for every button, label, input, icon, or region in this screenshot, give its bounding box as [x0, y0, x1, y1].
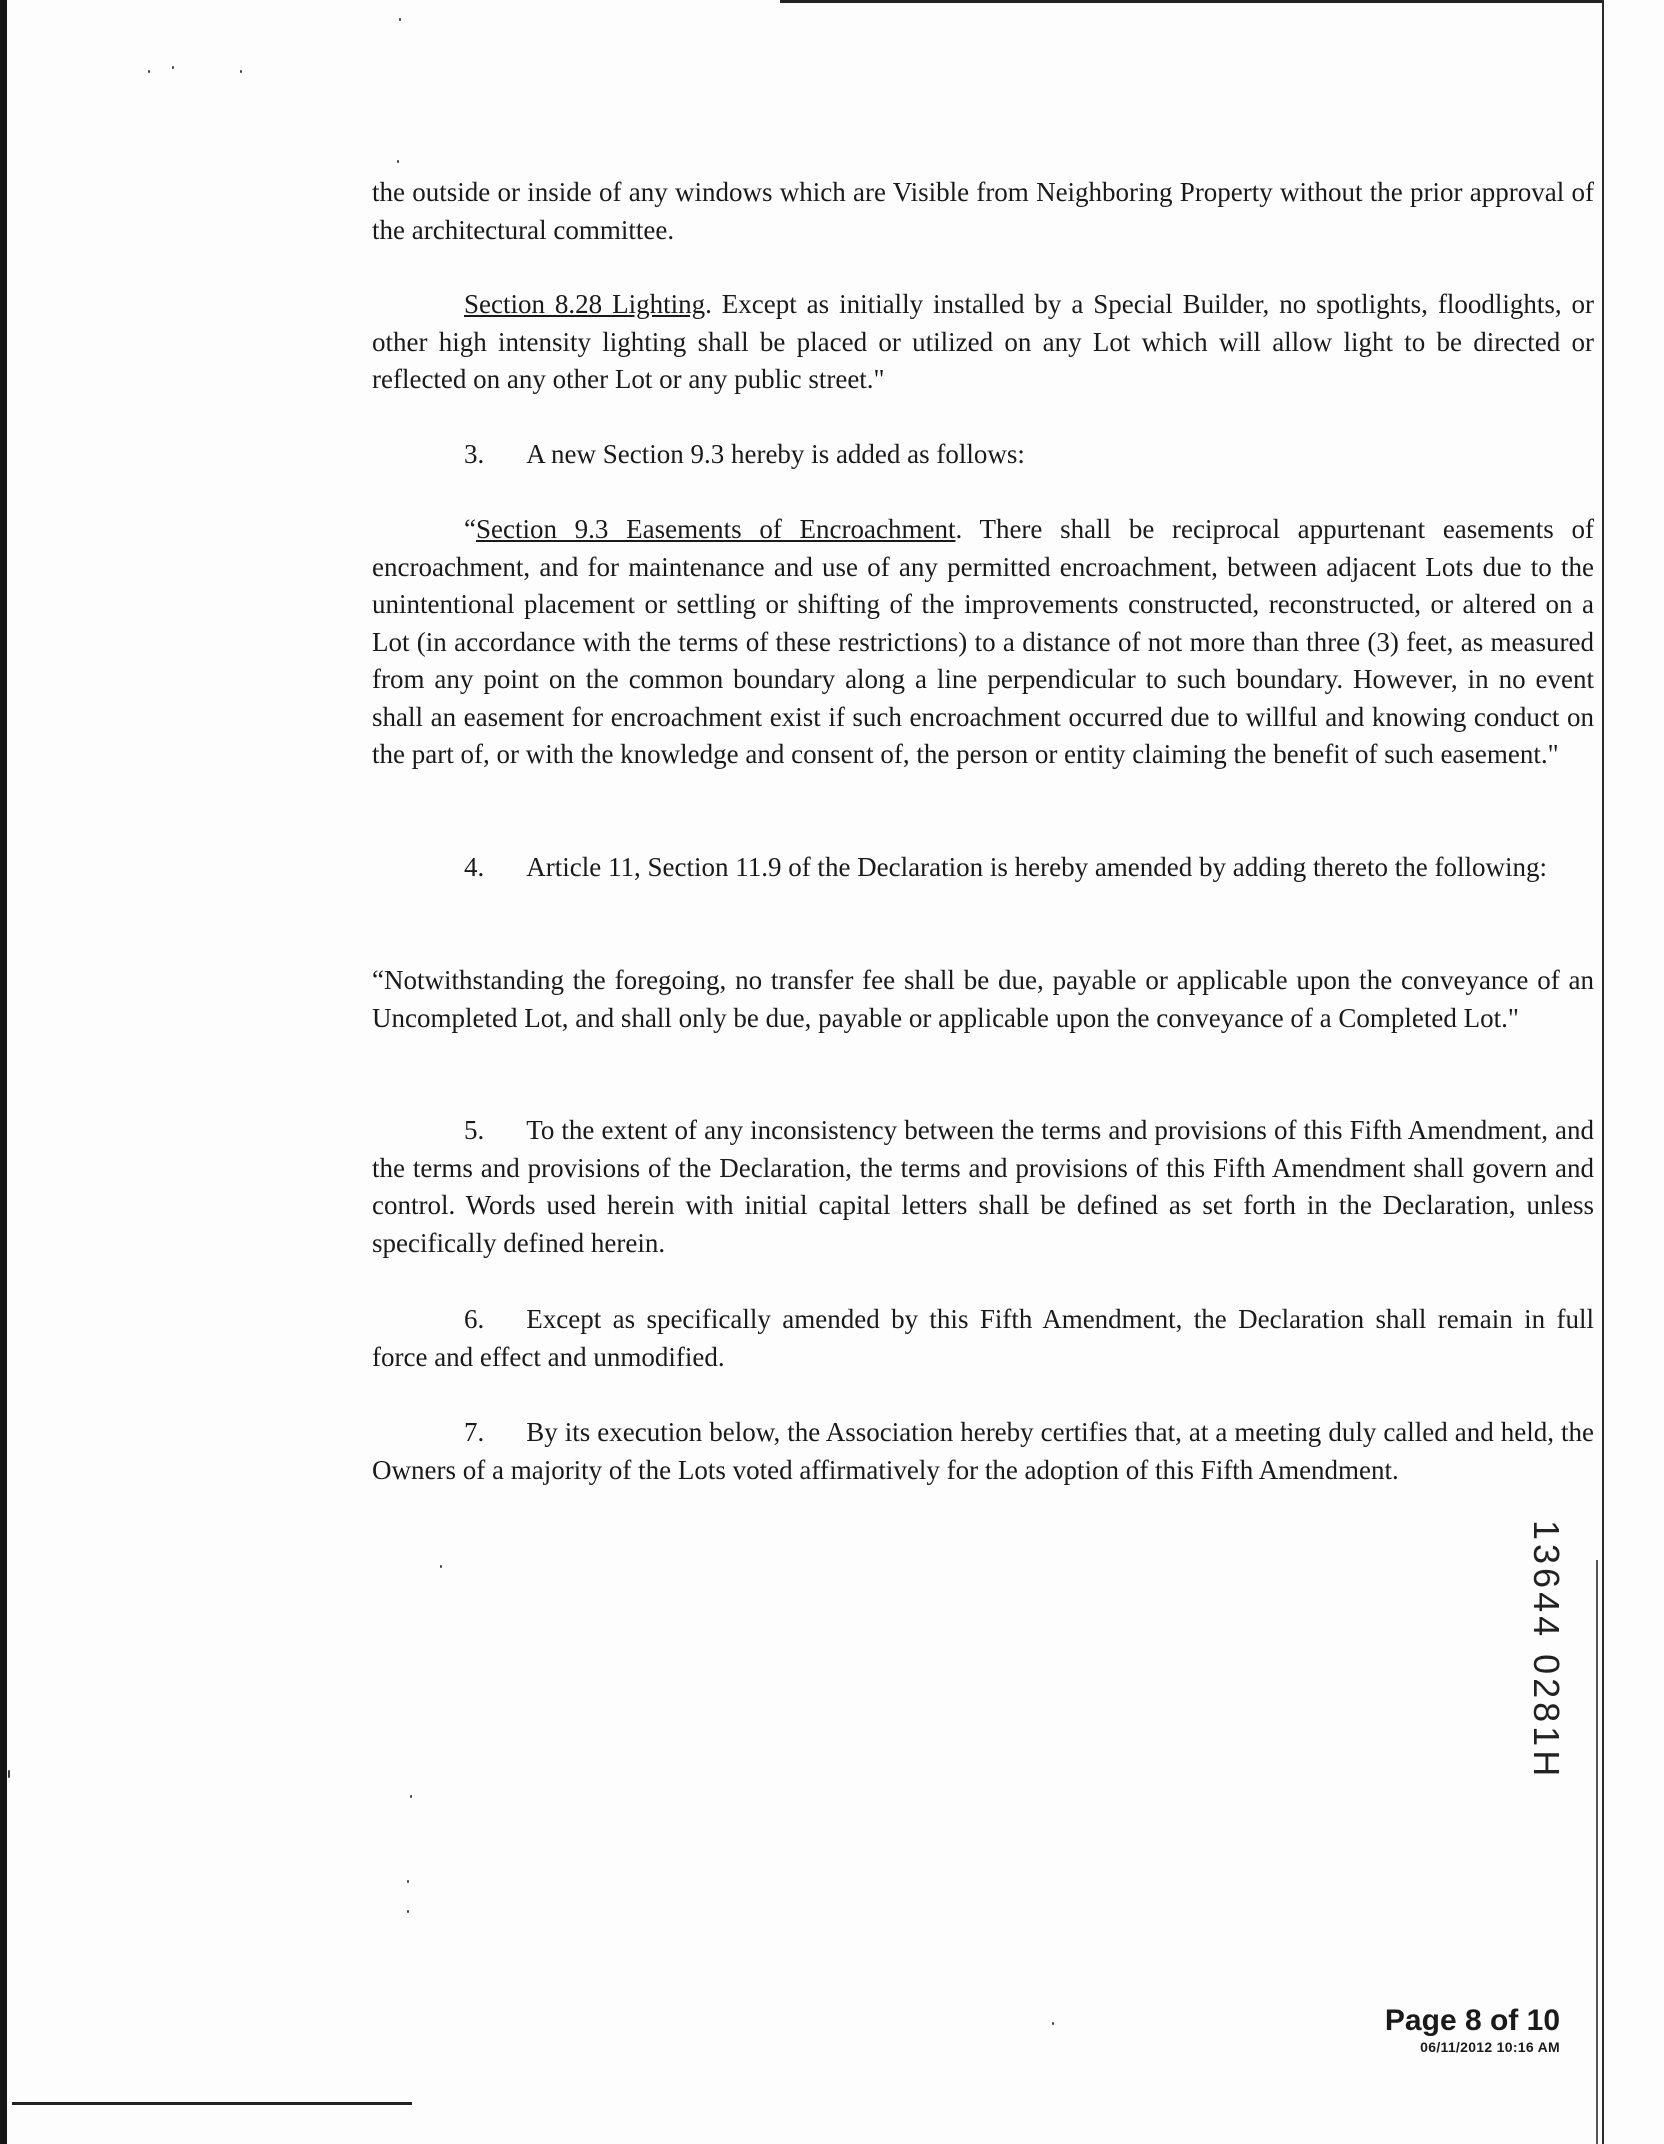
paragraph-item-7 [372, 1414, 1594, 1489]
recording-stamp [1526, 1520, 1571, 1781]
scan-speck [410, 1795, 412, 1798]
paragraph-text: To the extent of any inconsistency between the terms and provisions of this Fifth Amendment, and the terms and provisions of the Declaration, the terms and provisions of this Fifth Amendment shall govern and control. Words used herein with initial capital letters shall be defined as set forth in the Declaration, unless specifically defined herein. [372, 1115, 1594, 1258]
scan-bottom-rule [12, 2102, 412, 2105]
section-heading: Section 8.28 Lighting [464, 289, 706, 319]
scan-speck [407, 1880, 409, 1883]
section-heading: Section 9.3 Easements of Encroachment [475, 514, 956, 544]
scan-speck [407, 1910, 409, 1913]
scan-speck [397, 160, 399, 163]
scan-speck [1052, 2022, 1054, 2025]
recording-number: 13644 0281H [1526, 1520, 1567, 1781]
scan-speck [148, 70, 150, 73]
scan-edge-right [1602, 0, 1604, 2144]
paragraph-transfer-fee: “Notwithstanding the foregoing, no transfer fee shall be due, payable or applicable upon the conveyance of an Uncompleted Lot, and shall only be due, payable or applicable upon the conveyance of a Completed Lot." [372, 965, 1594, 1033]
open-quote: “ [464, 514, 476, 544]
paragraph-text: A new Section 9.3 hereby is added as follows: [526, 439, 1025, 469]
paragraph-text: By its execution below, the Association hereby certifies that, at a meeting duly called and held, the Owners of a majority of the Lots voted affirmatively for the adoption of this Fifth Amendment. [372, 1417, 1594, 1485]
scan-speck [399, 18, 401, 21]
scan-speck [172, 66, 174, 69]
scan-edge-left [0, 0, 7, 2144]
page-footer [1385, 2004, 1560, 2056]
paragraph-item-5 [372, 1112, 1594, 1262]
paragraph-item-3 [372, 436, 1594, 474]
paragraph-item-6 [372, 1301, 1594, 1376]
paragraph-continuation: the outside or inside of any windows which are Visible from Neighboring Property without the prior approval of the architectural committee. [372, 177, 1594, 245]
scan-edge-right-inner [1596, 1560, 1598, 2144]
paragraph-text: Except as specifically amended by this Fifth Amendment, the Declaration shall remain in full force and effect and unmodified. [372, 1304, 1594, 1372]
page-number: Page 8 of 10 [1384, 2004, 1560, 2037]
fax-timestamp: 06/11/2012 10:16 AM [1420, 2039, 1560, 2055]
item-number: 6. [464, 1304, 485, 1334]
scan-speck [240, 70, 242, 73]
item-number: 7. [464, 1417, 485, 1447]
paragraph-text: . There shall be reciprocal appurtenant easements of encroachment, and for maintenance and use of any permitted encroachment, between adjacent Lots due to the unintentional placement or settling or shifting of the improvements constructed, reconstructed, or altered on a Lot (in accordance with the terms of these restrictions) to a distance of not more than three (3) feet, as measured from any point on the common boundary along a line perpendicular to such boundary. However, in no event shall an easement for encroachment exist if such encroachment occurred due to willful and knowing conduct on the part of, or with the knowledge and consent of, the person or entity claiming the benefit of such easement." [372, 514, 1594, 769]
scan-speck [8, 1770, 10, 1778]
paragraph-section-9-3 [372, 511, 1594, 774]
paragraph-section-8-28 [372, 286, 1594, 399]
item-number: 4. [464, 852, 485, 882]
scan-speck [440, 1565, 442, 1568]
paragraph-text: . Except as initially installed by a Special Builder, no spotlights, floodlights, or other high intensity lighting shall be placed or utilized on any Lot which will allow light to be directed or reflected on any other Lot or any public street." [372, 289, 1594, 394]
item-number: 3. [464, 439, 485, 469]
paragraph-text: Article 11, Section 11.9 of the Declaration is hereby amended by adding thereto the following: [526, 852, 1547, 882]
item-number: 5. [464, 1115, 485, 1145]
paragraph-item-4 [372, 849, 1594, 887]
scan-edge-top [780, 0, 1604, 3]
